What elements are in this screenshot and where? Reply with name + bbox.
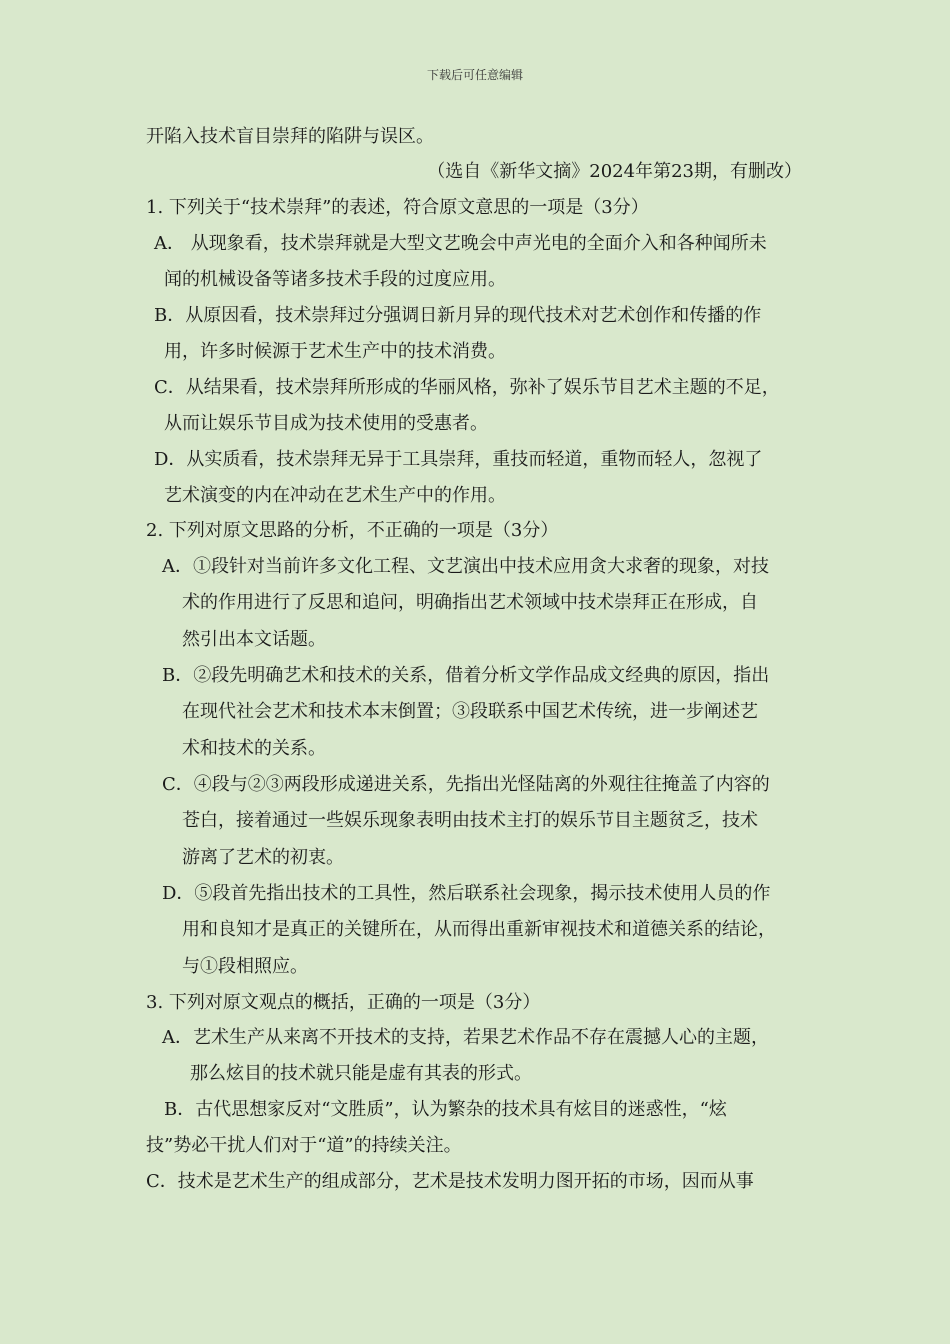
q3-option-b-cont: 技”势必干扰人们对于“道”的持续关注。: [146, 1135, 462, 1156]
q3-option-b: B．古代思想家反对“文胜质”，认为繁杂的技术具有炫目的迷惑性，“炫: [164, 1099, 727, 1120]
question-2-stem: 2. 下列对原文思路的分析，不正确的一项是（3分）: [146, 520, 559, 541]
q1-option-d-cont: 艺术演变的内在冲动在艺术生产中的作用。: [164, 485, 506, 506]
q2-option-a-cont-2: 然引出本文话题。: [182, 629, 326, 650]
question-3-stem: 3. 下列对原文观点的概括，正确的一项是（3分）: [146, 992, 541, 1013]
intro-tail: 开陷入技术盲目崇拜的陷阱与误区。: [146, 126, 434, 147]
source-citation: （选自《新华文摘》2024年第23期，有删改）: [427, 161, 802, 182]
q3-option-c: C．技术是艺术生产的组成部分，艺术是技术发明力图开拓的市场，因而从事: [146, 1171, 754, 1192]
q2-option-b: B．②段先明确艺术和技术的关系，借着分析文学作品成文经典的原因，指出: [162, 665, 770, 686]
question-1-stem: 1. 下列关于“技术崇拜”的表述，符合原文意思的一项是（3分）: [146, 197, 649, 218]
q1-option-c-cont: 从而让娱乐节目成为技术使用的受惠者。: [164, 413, 488, 434]
q2-option-c: C．④段与②③两段形成递进关系，先指出光怪陆离的外观往往掩盖了内容的: [162, 774, 770, 795]
q1-option-b-cont: 用，许多时候源于艺术生产中的技术消费。: [164, 341, 506, 362]
q2-option-a: A．①段针对当前许多文化工程、文艺演出中技术应用贪大求奢的现象，对技: [162, 556, 769, 577]
page-header: 下载后可任意编辑: [426, 68, 523, 82]
q1-option-a-cont: 闻的机械设备等诸多技术手段的过度应用。: [164, 269, 506, 290]
q2-option-d: D．⑤段首先指出技术的工具性，然后联系社会现象，揭示技术使用人员的作: [162, 883, 771, 904]
q2-option-b-cont-1: 在现代社会艺术和技术本末倒置；③段联系中国艺术传统，进一步阐述艺: [182, 701, 758, 722]
q1-option-a: A． 从现象看，技术崇拜就是大型文艺晚会中声光电的全面介入和各种闻所未: [154, 233, 767, 254]
q2-option-a-cont-1: 术的作用进行了反思和追问，明确指出艺术领域中技术崇拜正在形成，自: [182, 592, 758, 613]
q2-option-b-cont-2: 术和技术的关系。: [182, 738, 326, 759]
q2-option-d-cont-1: 用和良知才是真正的关键所在，从而得出重新审视技术和道德关系的结论，: [182, 919, 776, 940]
q3-option-a-cont: 那么炫目的技术就只能是虚有其表的形式。: [190, 1063, 532, 1084]
q2-option-d-cont-2: 与①段相照应。: [182, 956, 308, 977]
q2-option-c-cont-1: 苍白，接着通过一些娱乐现象表明由技术主打的娱乐节目主题贫乏，技术: [182, 810, 758, 831]
q3-option-a: A．艺术生产从来离不开技术的支持，若果艺术作品不存在震撼人心的主题，: [162, 1027, 769, 1048]
q1-option-c: C．从结果看，技术崇拜所形成的华丽风格，弥补了娱乐节目艺术主题的不足，: [154, 377, 780, 398]
q2-option-c-cont-2: 游离了艺术的初衷。: [182, 847, 344, 868]
q1-option-b: B．从原因看，技术崇拜过分强调日新月异的现代技术对艺术创作和传播的作: [154, 305, 762, 326]
q1-option-d: D．从实质看，技术崇拜无异于工具崇拜，重技而轻道，重物而轻人，忽视了: [154, 449, 763, 470]
